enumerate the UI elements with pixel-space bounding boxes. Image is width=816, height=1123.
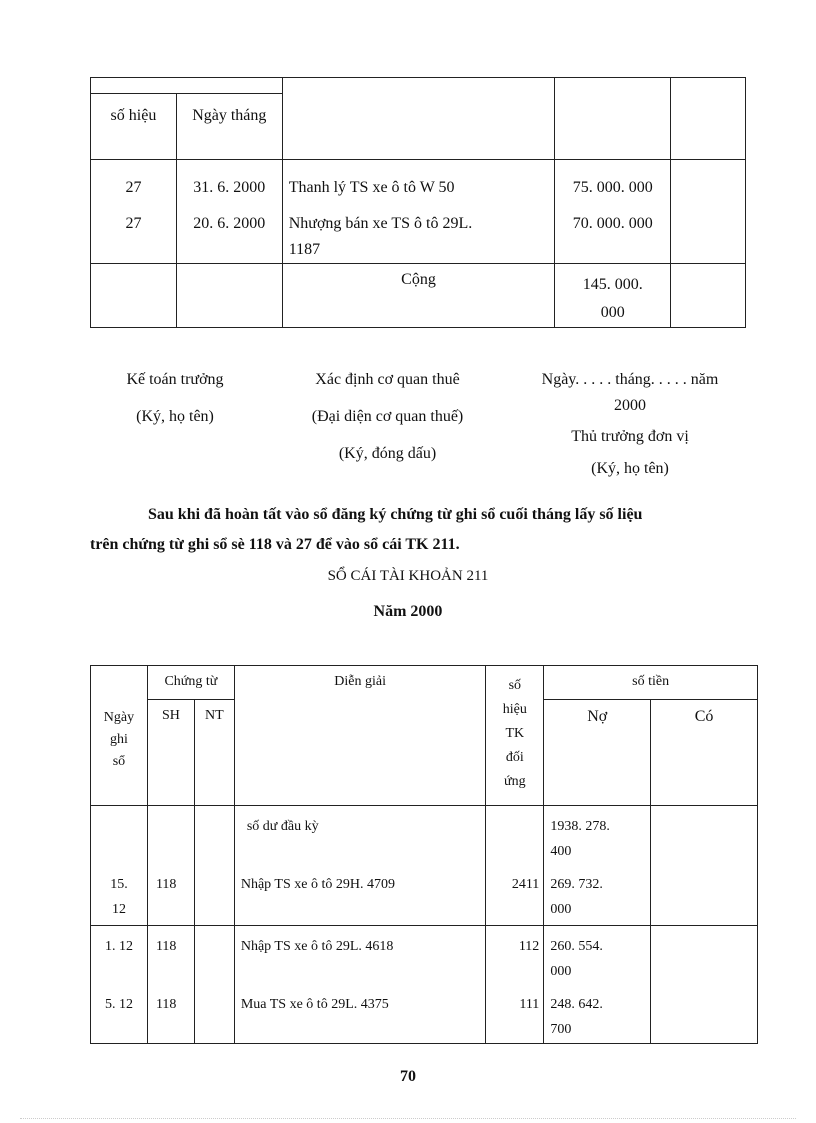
row-a-no-1: 269. 732. — [550, 877, 603, 892]
row-b-tk: 112 — [518, 939, 540, 954]
total-amount-1: 145. 000. — [582, 276, 643, 293]
row1-ngay: 31. 6. 2000 — [193, 179, 266, 196]
row-b-ngay: 1. 12 — [104, 939, 133, 954]
row-b-sh: 118 — [155, 939, 177, 954]
header-so-hieu-tk: số hiệu TK đối ứng — [486, 666, 544, 806]
row-a-no-2: 000 — [550, 902, 572, 917]
paragraph-line-2: trên chứng từ ghi sổ sè 118 và 27 để vào sổ cái TK 211. — [90, 536, 460, 553]
voucher-header-group-cell — [91, 78, 283, 94]
row-a-ngay-1: 15. — [110, 877, 128, 892]
header-chung-tu: Chứng từ — [147, 666, 234, 700]
ledger-table — [90, 665, 758, 1044]
header-nt: NT — [194, 700, 234, 806]
total-label: Cộng — [282, 264, 555, 328]
row-c-no-1: 248. 642. — [550, 997, 603, 1012]
bottom-dotted-rule — [20, 1118, 796, 1119]
ledger-year: Năm 2000 — [373, 603, 443, 620]
voucher-table — [90, 77, 746, 328]
row1-so-tien: 75. 000. 000 — [572, 179, 653, 196]
row-b-dien-giai: Nhập TS xe ô tô 29L. 4618 — [240, 939, 394, 954]
header-so-hieu: số hiệu — [91, 94, 177, 160]
header-dien-giai: Diễn giải — [234, 666, 486, 806]
row-c-no-2: 700 — [550, 1022, 572, 1037]
signature-unit-head: Ngày. . . . . tháng. . . . . năm 2000 Thủ trưởng đơn vị (Ký, họ tên) — [541, 371, 719, 477]
header-so-tien: số tiền — [544, 666, 758, 700]
row-a-ngay-2: 12 — [111, 902, 126, 917]
opening-no-1: 1938. 278. — [550, 819, 610, 834]
row-a-sh: 118 — [147, 806, 194, 926]
opening-no-2: 400 — [550, 844, 572, 859]
page-number: 70 — [400, 1068, 416, 1085]
row-b-no-1: 260. 554. — [550, 939, 603, 954]
row2-so-tien: 70. 000. 000 — [572, 215, 653, 232]
row2-dien-giai-2: 1187 — [288, 241, 321, 258]
header-ngay-ghi-so: Ngày ghi sổ — [91, 666, 148, 806]
row-b-no-2: 000 — [550, 964, 572, 979]
signature-tax-office: Xác định cơ quan thuê (Đại diện cơ quan thuế) (Ký, đóng dấu) — [311, 371, 464, 462]
paragraph-line-1: Sau khi đã hoàn tất vào sổ đăng ký chứng từ ghi sổ cuối tháng lấy số liệu — [148, 506, 643, 523]
signature-chief-accountant: Kế toán trưởng (Ký, họ tên) — [126, 371, 224, 425]
row-a-dien-giai: Nhập TS xe ô tô 29H. 4709 — [240, 877, 395, 892]
row1-so-hieu: 27 — [125, 179, 142, 196]
row-a-tk: 2411 — [486, 806, 544, 926]
header-co: Có — [651, 700, 758, 806]
total-amount-2: 000 — [600, 304, 625, 321]
header-sh: SH — [147, 700, 194, 806]
row2-ngay: 20. 6. 2000 — [193, 215, 266, 232]
row-c-tk: 111 — [519, 997, 540, 1012]
row2-so-hieu: 27 — [125, 215, 142, 232]
header-no: Nợ — [544, 700, 651, 806]
row1-dien-giai: Thanh lý TS xe ô tô W 50 — [288, 179, 455, 196]
row-c-sh: 118 — [155, 997, 177, 1012]
opening-dien-giai: số dư đầu kỳ — [246, 819, 319, 834]
row-c-dien-giai: Mua TS xe ô tô 29L. 4375 — [240, 997, 389, 1012]
row2-dien-giai-1: Nhượng bán xe TS ô tô 29L. — [288, 215, 473, 232]
ledger-title: SỔ CÁI TÀI KHOẢN 211 — [327, 568, 489, 584]
header-ngay-thang: Ngày tháng — [176, 94, 282, 160]
row-c-ngay: 5. 12 — [104, 997, 133, 1012]
